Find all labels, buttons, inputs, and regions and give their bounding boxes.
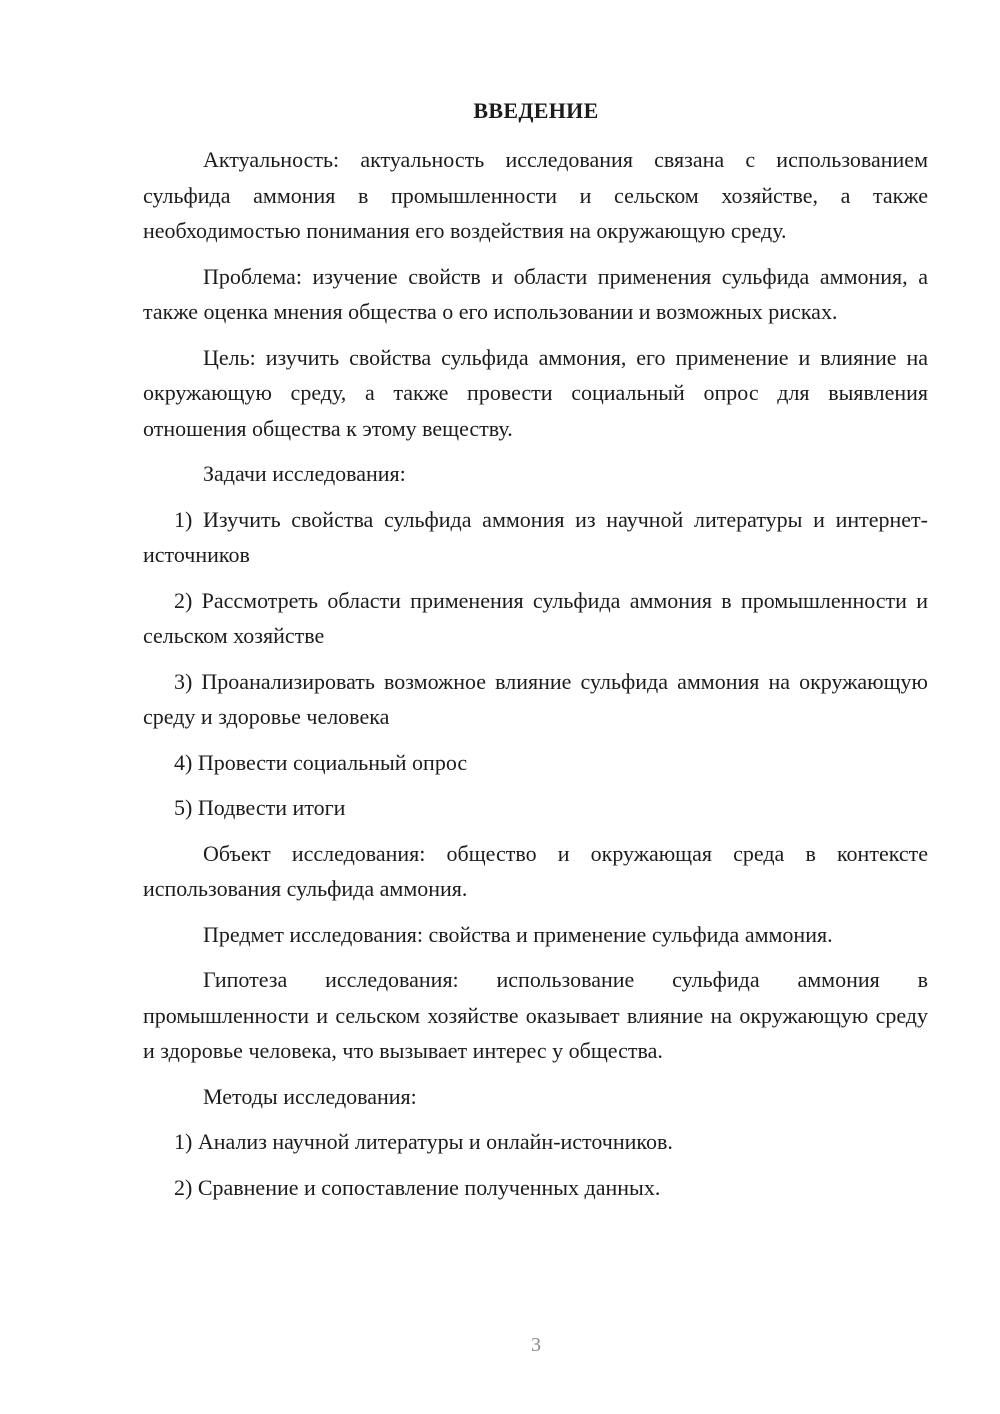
hypothesis-paragraph: Гипотеза исследования: использование сульфида аммония в промышленности и сельском хозяйстве оказывает влияние на окружающую среду и здоровье человека, что вызывает интерес у общества. (143, 967, 928, 1063)
methods-heading: Методы исследования: (203, 1083, 417, 1109)
method-item-2: 2) Сравнение и сопоставление полученных данных. (174, 1174, 661, 1200)
task-item-5: 5) Подвести итоги (174, 795, 346, 820)
task-item-4: 4) Провести социальный опрос (174, 749, 468, 775)
method-item-1: 1) Анализ научной литературы и онлайн-источников. (174, 1129, 673, 1154)
object-paragraph: Объект исследования: общество и окружающая среда в контексте использования сульфида аммония. (143, 840, 928, 901)
task-item-3: 3) Проанализировать возможное влияние сульфида аммония на окружающую среду и здоровье человека (143, 668, 928, 729)
page-body (143, 142, 928, 1215)
subject-paragraph: Предмет исследования: свойства и применение сульфида аммония. (203, 921, 833, 947)
goal-paragraph: Цель: изучить свойства сульфида аммония, его применение и влияние на окружающую среду, а также провести социальный опрос для выявления отношения общества к этому веществу. (143, 344, 928, 441)
tasks-heading: Задачи исследования: (203, 461, 406, 486)
relevance-paragraph: Актуальность: актуальность исследования связана с использованием сульфида аммония в промышленности и сельском хозяйстве, а также необходимостью понимания его воздействия на окружающую среду. (143, 147, 928, 243)
task-item-2: 2) Рассмотреть области применения сульфида аммония в промышленности и сельском хозяйстве (143, 587, 928, 648)
problem-paragraph: Проблема: изучение свойств и области применения сульфида аммония, а также оценка мнения общества о его использовании и возможных рисках. (143, 263, 928, 324)
task-item-1: 1) Изучить свойства сульфида аммония из научной литературы и интернет-источников (143, 506, 928, 567)
page-title: ВВЕДЕНИЕ (473, 98, 599, 123)
page-number: 3 (531, 1334, 541, 1356)
